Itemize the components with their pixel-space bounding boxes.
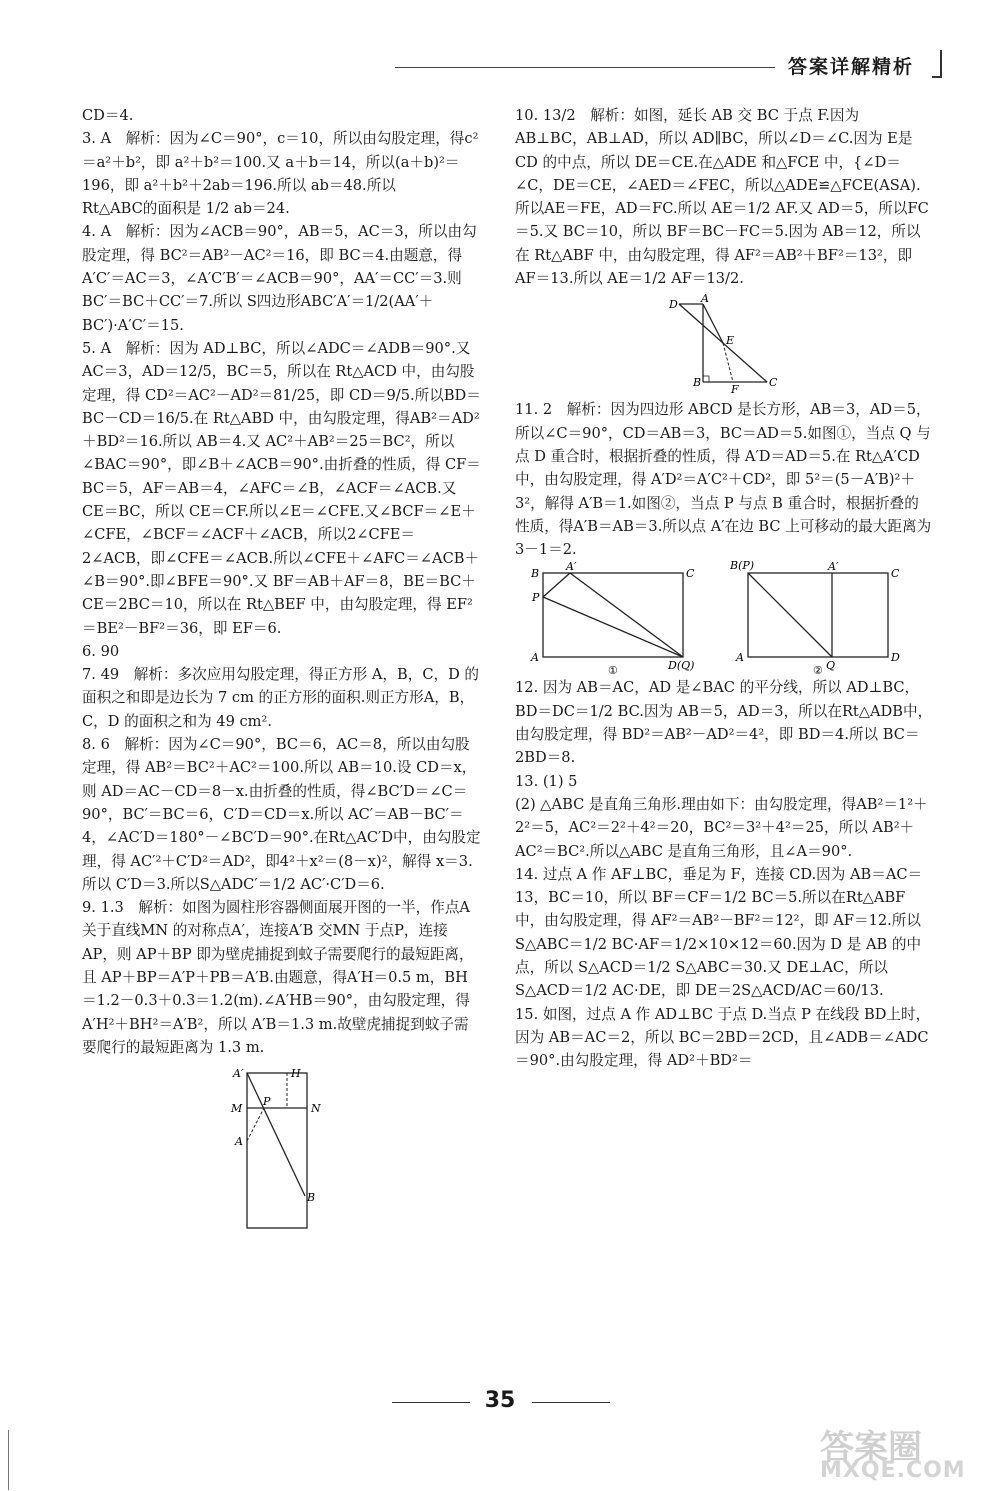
figure-10 [669, 294, 779, 394]
fig-label: B(P) [729, 561, 754, 573]
right-column [515, 104, 936, 1073]
fig-label: F [731, 383, 739, 395]
left-column [82, 104, 482, 1237]
paragraph: 7. 49 解析：多次应用勾股定理，得正方形 A，B，C，D 的面积之和即是边长为 7 cm 的正方形的面积.则正方形A，B，C，D 的面积之和为 49 cm². [82, 666, 480, 730]
header-rule [395, 67, 775, 68]
fig-label: A [735, 651, 744, 665]
fig-label: A [701, 294, 709, 306]
paragraph: 5. A 解析：因为 AD⊥BC，所以∠ADC＝∠ADB＝90°.又 AC＝3，AD＝12/5，BC＝5，所以在 Rt△ACD 中，由勾股定理，得 CD²＝AC²－AD²＝81/25，即 CD＝9/5.所以BD＝BC－CD＝16/5.在 Rt△ABD 中，由勾股定理，得AB²＝AD²＋BD²＝16.所以 AB＝4.又 AC²＋AB²＝25＝BC²，所以∠BAC＝90°，即∠B＋∠ACB＝90°.由折叠的性质，得 CF＝BC＝5，AF＝AB＝4，∠AFC＝∠B，∠ACF＝∠ACB.又 CE＝BC，所以 CE＝CF.所以∠E＝∠CFE.又∠BCF＝∠E＋∠CFE，∠BCF＝∠ACF＋∠ACB，所以2∠CFE＝2∠ACB，即∠CFE＝∠ACB.所以∠CFE＋∠AFC＝∠ACB＋∠B＝90°.即∠BFE＝90°.又 BF＝AB＋AF＝8，BE＝BC＋CE＝2BC＝10，所以在 Rt△BEF 中，由勾股定理，得 EF²＝BE²－BF²＝36，即 EF＝6. [82, 339, 481, 637]
fig-caption: ② [812, 664, 823, 677]
page-number: 35 [484, 1388, 516, 1413]
paragraph: 15. 如图，过点 A 作 AD⊥BC 于点 D.当点 P 在线段 BD上时，因为 AB＝AC＝2，所以 BC＝2BD＝2CD，且∠ADB＝∠ADC＝90°.由勾股定理，得 AD²＋BD²＝ [515, 1005, 931, 1070]
paragraph: (2) △ABC 是直角三角形.理由如下：由勾股定理，得AB²＝1²＋2²＝5，AC²＝2²＋4²＝20，BC²＝3²＋4²＝25，所以 AB²＋AC²＝BC².所以△ABC 是直角三角形，且∠A＝90°. [515, 795, 928, 860]
paragraph: 4. A 解析：因为∠ACB＝90°，AB＝5，AC＝3，所以由勾股定理，得 BC²＝AB²－AC²＝16，即 BC＝4.由题意，得A′C′＝AC＝3，∠A′C′B′＝∠ACB＝90°，AA′＝CC′＝3.则 BC′＝BC＋CC′＝7.所以 S四边形ABC′A′＝1/2(AA′＋BC′)·A′C′＝15. [82, 223, 477, 334]
watermark-logo: 答案圈 [820, 1428, 922, 1468]
fig-caption: ① [607, 664, 618, 677]
paragraph: CD＝4. [82, 107, 134, 124]
paragraph: 10. 13/2 解析：如图，延长 AB 交 BC 于点 F.因为 AB⊥BC，AB⊥AD，所以 AD∥BC，所以∠D＝∠C.因为 E是CD 的中点，所以 DE＝CE.在△ADE 和△FCE 中，{∠D＝∠C，DE＝CE，∠AED＝∠FEC，所以△ADE≌△FCE(ASA).所以AE＝FE，AD＝FC.所以 AE＝1/2 AF.又 AD＝5，所以FC＝5.又 BC＝10，所以 BF＝BC－FC＝5.因为 AB＝12，所以在 Rt△ABF 中，由勾股定理，得 AF²＝AB²＋BF²＝13²，即 AF＝13.所以 AE＝1/2 AF＝13/2. [515, 107, 929, 288]
fig-label: D [890, 651, 900, 665]
paragraph: 14. 过点 A 作 AF⊥BC，垂足为 F，连接 CD.因为 AB＝AC＝13，BC＝10，所以 BF＝CF＝1/2 BC＝5.所以在Rt△ABF 中，由勾股定理，得 AF²＝AB²－BF²＝12²，即 AF＝12.所以 S△ABC＝1/2 BC·AF＝1/2×10×12＝60.因为 D 是 AB 的中点，所以 S△ACD＝1/2 S△ABC＝30.又 DE⊥AC，所以 S△ACD＝1/2 AC·DE，即 DE＝2S△ACD/AC＝60/13. [515, 865, 926, 1000]
fig-label: H [291, 1067, 301, 1081]
header-bracket [932, 50, 942, 78]
fig-label: B [693, 376, 702, 390]
fig-label: A [235, 1135, 243, 1149]
figure-11-row [515, 561, 915, 676]
paragraph: Rt△ABC的面积是 1/2 ab＝24. [82, 200, 290, 218]
fig-label: D(Q) [667, 659, 694, 673]
fig-label: A′ [233, 1067, 244, 1081]
figure-11-1 [528, 561, 703, 676]
margin-mark [8, 1430, 9, 1490]
fig-label: A [530, 651, 539, 665]
paragraph: 9. 1.3 解析：如图为圆柱形容器侧面展开图的一半，作点A 关于直线MN 的对称点A′，连接A′B 交MN 于点P，连接 AP，则 AP＋BP 即为壁虎捕捉到蚊子需要爬行的最短距离，且 AP＋BP＝A′P＋PB＝A′B.由题意，得A′H＝0.5 m，BH＝1.2－0.3＋0.3＝1.2(m).∠A′HB＝90°，由勾股定理，得 A′H²＋BH²＝A′B²，所以 A′B＝1.3 m.故壁虎捕捉到蚊子需要爬行的最短距离为 1.3 m. [82, 899, 475, 1056]
fig-label: D [669, 298, 678, 312]
fig-label: E [726, 334, 735, 348]
page-number-rule-right [532, 1402, 610, 1403]
fig-label: C [890, 567, 899, 581]
fig-label: P [263, 1095, 271, 1109]
paragraph: 13. (1) 5 [515, 772, 578, 790]
header-title: 答案详解精析 [788, 56, 915, 78]
fig-label: C [685, 567, 694, 581]
fig-label: C [769, 376, 778, 390]
fig-label: N [311, 1102, 321, 1116]
figure-9-cylinder-unfold [227, 1063, 337, 1233]
paragraph: 12. 因为 AB＝AC，AD 是∠BAC 的平分线，所以 AD⊥BC，BD＝DC＝1/2 BC.因为 AB＝5，AD＝3，所以在Rt△ADB中，由勾股定理，得 BD²＝AB²－AD²＝4²，即 BD＝4.所以 BC＝2BD＝8. [515, 679, 933, 767]
watermark-url: MXQE.COM [820, 1458, 966, 1483]
fig-label: B [530, 567, 539, 581]
fig-label: A′ [827, 561, 838, 574]
paragraph: 3. A 解析：因为∠C＝90°，c＝10，所以由勾股定理，得c²＝a²＋b²，即 a²＋b²＝100.又 a＋b＝14，所以(a＋b)²＝196，即 a²＋b²＋2ab＝196.所以 ab＝48.所以 [82, 130, 479, 194]
paragraph: 11. 2 解析：因为四边形 ABCD 是长方形，AB＝3，AD＝5，所以∠C＝90°，CD＝AB＝3，BC＝AD＝5.如图①，当点 Q 与点 D 重合时，根据折叠的性质，得 A′D＝AD＝5.在 Rt△A′CD 中，由勾股定理，得 A′D²＝A′C²＋CD²，即 5²＝(5－A′B)²＋3²，解得 A′B＝1.如图②，当点 P 与点 B 重合时，根据折叠的性质，得A′B＝AB＝3.所以点 A′在边 BC 上可移动的最大距离为 3－1＝2. [515, 401, 936, 559]
fig-label: B [307, 1191, 316, 1205]
figure-11-2 [728, 561, 903, 676]
fig-label: M [231, 1102, 243, 1116]
fig-label: A′ [565, 561, 576, 574]
paragraph: 8. 6 解析：因为∠C＝90°，BC＝6，AC＝8，所以由勾股定理，得 AB²＝BC²＋AC²＝100.所以 AB＝10.设 CD＝x，则 AD＝AC－CD＝8－x.由折叠的性质，得∠BC′D＝∠C＝90°，BC′＝BC＝6，C′D＝CD＝x.所以 AC′＝AB－BC′＝4，∠AC′D＝180°－∠BC′D＝90°.在Rt△AC′D中，由勾股定理，得 AC′²＋C′D²＝AD²，即4²＋x²＝(8－x)²，解得 x＝3.所以 C′D＝3.所以S△ADC′＝1/2 AC′·C′D＝6. [82, 736, 481, 893]
paragraph: 6. 90 [82, 642, 120, 660]
fig-label: P [531, 591, 539, 605]
fig-label: Q [825, 659, 835, 673]
